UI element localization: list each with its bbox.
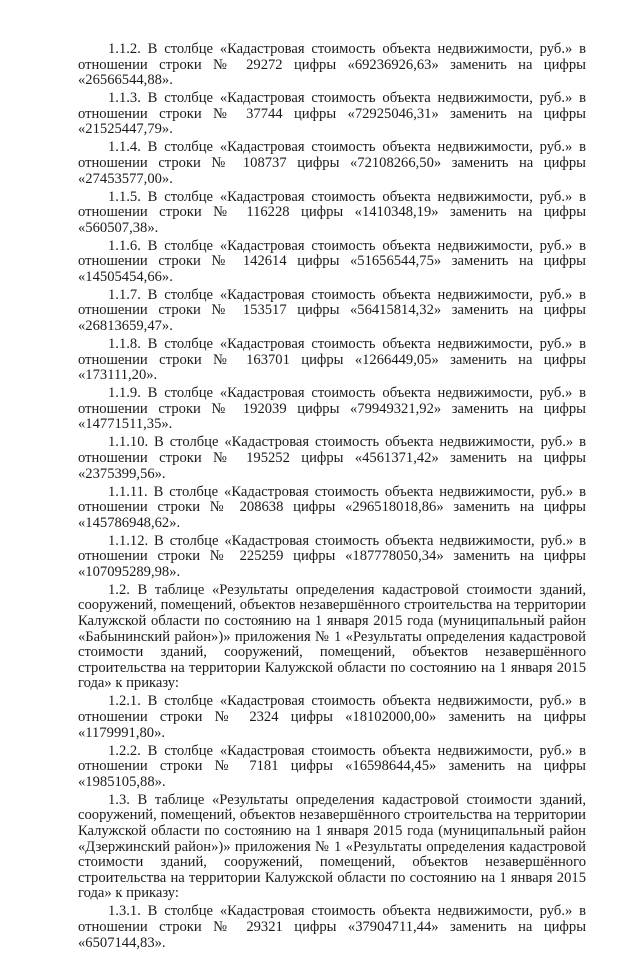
paragraph-1-1-3: 1.1.3. В столбце «Кадастровая стоимость объекта недвижимости, руб.» в отношении строки № 37744 цифры «72925046,31» заменить на цифры «21525447,79».	[78, 90, 586, 138]
paragraph-1-1-2: 1.1.2. В столбце «Кадастровая стоимость объекта недвижимости, руб.» в отношении строки № 29272 цифры «69236926,63» заменить на цифры «26566544,88».	[78, 41, 586, 89]
paragraph-1-1-9: 1.1.9. В столбце «Кадастровая стоимость объекта недвижимости, руб.» в отношении строки № 192039 цифры «79949321,92» заменить на цифры «14771511,35».	[78, 385, 586, 433]
paragraph-1-1-7: 1.1.7. В столбце «Кадастровая стоимость объекта недвижимости, руб.» в отношении строки № 153517 цифры «56415814,32» заменить на цифры «26813659,47».	[78, 286, 586, 335]
paragraph-1-3: 1.3. В таблице «Результаты определения кадастровой стоимости зданий, сооружений, помещений, объектов незавершённого строительства на территории Калужской области по состоянию на 1 января 2015 года (муниципальный район «Дзержинский район»)» приложения № 1 «Результаты определения кадастровой стоимости зданий, сооружений, помещений, объектов незавершённого строительства на территории Калужской области по состоянию на 1 января 2015 года» к приказу:	[78, 791, 586, 902]
paragraph-1-1-10: 1.1.10. В столбце «Кадастровая стоимость объекта недвижимости, руб.» в отношении строки № 195252 цифры «4561371,42» заменить на цифры «2375399,56».	[78, 434, 586, 482]
paragraph-1-2-2: 1.2.2. В столбце «Кадастровая стоимость объекта недвижимости, руб.» в отношении строки № 7181 цифры «16598644,45» заменить на цифры «1985105,88».	[78, 742, 586, 790]
paragraph-1-2: 1.2. В таблице «Результаты определения кадастровой стоимости зданий, сооружений, помещений, объектов незавершённого строительства на территории Калужской области по состоянию на 1 января 2015 года (муниципальный район «Бабынинский район»)» приложения № 1 «Результаты определения кадастровой стоимости зданий, сооружений, помещений, объектов незавершённого строительства на территории Калужской области по состоянию на 1 января 2015 года» к приказу:	[78, 581, 586, 692]
paragraph-1-1-6: 1.1.6. В столбце «Кадастровая стоимость объекта недвижимости, руб.» в отношении строки № 142614 цифры «51656544,75» заменить на цифры «14505454,66».	[78, 237, 586, 285]
paragraph-1-1-12: 1.1.12. В столбце «Кадастровая стоимость объекта недвижимости, руб.» в отношении строки № 225259 цифры «187778050,34» заменить на цифры «107095289,98».	[78, 532, 586, 580]
paragraph-1-1-4: 1.1.4. В столбце «Кадастровая стоимость объекта недвижимости, руб.» в отношении строки № 108737 цифры «72108266,50» заменить на цифры «27453577,00».	[78, 139, 586, 187]
paragraph-1-2-1: 1.2.1. В столбце «Кадастровая стоимость объекта недвижимости, руб.» в отношении строки № 2324 цифры «18102000,00» заменить на цифры «1179991,80».	[78, 693, 586, 741]
paragraph-1-1-11: 1.1.11. В столбце «Кадастровая стоимость объекта недвижимости, руб.» в отношении строки № 208638 цифры «296518018,86» заменить на цифры «145786948,62».	[78, 483, 586, 531]
paragraph-1-1-5: 1.1.5. В столбце «Кадастровая стоимость объекта недвижимости, руб.» в отношении строки № 116228 цифры «1410348,19» заменить на цифры «560507,38».	[78, 188, 586, 236]
document-body	[78, 42, 586, 954]
paragraph-1-3-1: 1.3.1. В столбце «Кадастровая стоимость объекта недвижимости, руб.» в отношении строки № 29321 цифры «37904711,44» заменить на цифры «6507144,83».	[78, 903, 586, 951]
paragraph-1-1-8: 1.1.8. В столбце «Кадастровая стоимость объекта недвижимости, руб.» в отношении строки № 163701 цифры «1266449,05» заменить на цифры «173111,20».	[78, 336, 586, 384]
